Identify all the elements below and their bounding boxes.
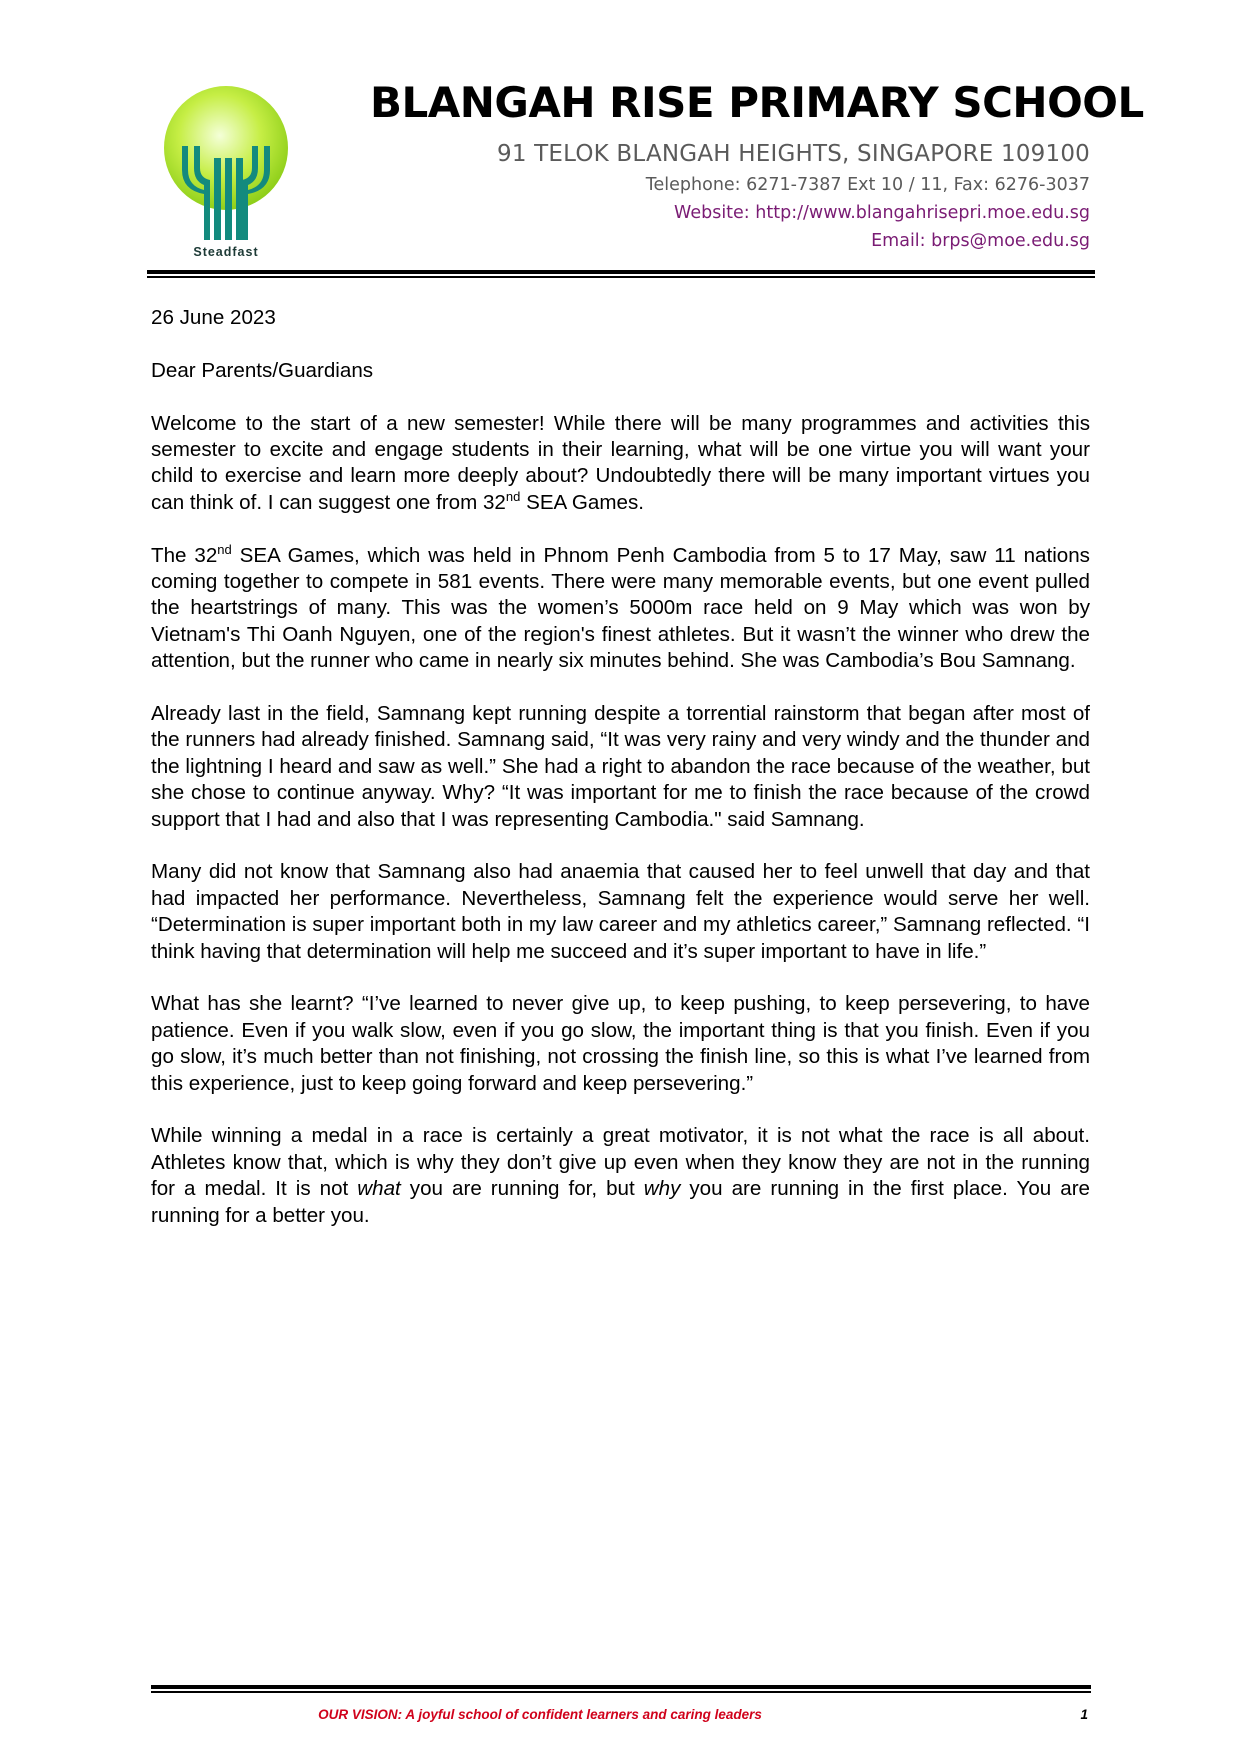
paragraph-conclusion-end: you are running in the first place. You are running for a better you. bbox=[151, 1177, 1091, 1227]
paragraph-sea-games-start: The 32 bbox=[151, 543, 218, 567]
paragraph-conclusion-mid: you are running for, but bbox=[400, 1177, 644, 1201]
paragraph-conclusion-text: While winning a medal in a race is certainly a great motivator, it is not what the race is all about. Athletes know that, which is why they don’t give up even when they know they are not in the running for a medal. It is not bbox=[151, 1124, 1090, 1201]
paragraph-sea-games-text: SEA Games, which was held in Phnom Penh Cambodia from 5 to 17 May, saw 11 nations coming together to compete in 581 events. There were many memorable events, but one event pulled the heartstrings of many. This was the women’s 5000m race held on 9 May which was won by Vietnam's Thi Oanh Nguyen, one of the region's finest athletes. But it wasn’t the winner who drew the attention, but the runner who came in nearly six minutes behind. She was Cambodia’s Bou Samnang. bbox=[151, 543, 1090, 673]
school-email[interactable]: Email: brps@moe.edu.sg bbox=[871, 231, 1090, 251]
school-name: BLANGAH RISE PRIMARY SCHOOL bbox=[370, 78, 1144, 127]
school-logo bbox=[160, 84, 300, 264]
paragraph-lessons: What has she learnt? “I’ve learned to never give up, to keep pushing, to keep persevering, to have patience. Even if you walk slow, even if you go slow, the important thing is that you finish. Even if you go slow, it’s much better than not finishing, not crossing the finish line, so this is what I’ve learned from this experience, just to keep going forward and keep persevering.” bbox=[151, 992, 1090, 1095]
school-website[interactable]: Website: http://www.blangahrisepri.moe.edu.sg bbox=[674, 203, 1090, 223]
footer-divider-thin bbox=[151, 1691, 1091, 1693]
emphasis-why: why bbox=[643, 1177, 681, 1201]
header-divider-thick bbox=[147, 270, 1095, 274]
school-telephone: Telephone: 6271-7387 Ext 10 / 11, Fax: 6276-3037 bbox=[645, 175, 1090, 195]
emphasis-what: what bbox=[357, 1177, 401, 1201]
logo-motto: Steadfast bbox=[193, 245, 259, 259]
paragraph-intro bbox=[151, 411, 1090, 517]
paragraph-intro-end: SEA Games. bbox=[520, 490, 644, 514]
paragraph-sea-games bbox=[151, 543, 1090, 675]
footer-divider-thick bbox=[151, 1685, 1091, 1689]
school-logo-emblem bbox=[160, 84, 300, 264]
school-address: 91 TELOK BLANGAH HEIGHTS, SINGAPORE 109100 bbox=[496, 141, 1090, 167]
ordinal-suffix: nd bbox=[505, 488, 521, 504]
school-vision: OUR VISION: A joyful school of confident learners and caring leaders bbox=[318, 1707, 762, 1722]
letter-greeting: Dear Parents/Guardians bbox=[151, 358, 374, 382]
letter-date: 26 June 2023 bbox=[151, 306, 276, 329]
page-number: 1 bbox=[1080, 1707, 1088, 1722]
paragraph-conclusion bbox=[151, 1123, 1090, 1229]
header-divider-thin bbox=[147, 276, 1095, 278]
paragraph-anaemia: Many did not know that Samnang also had anaemia that caused her to feel unwell that day and that had impacted her performance. Nevertheless, Samnang felt the experience would serve her well. “Determination is super important both in my law career and my athletics career,” Samnang reflected. “I think having that determination will help me succeed and it’s super important to have in life.” bbox=[151, 860, 1090, 963]
letter-body bbox=[151, 305, 1090, 1256]
ordinal-suffix: nd bbox=[217, 541, 232, 557]
paragraph-rainstorm: Already last in the field, Samnang kept running despite a torrential rainstorm that began after most of the runners had already finished. Samnang said, “It was very rainy and very windy and the thunder and the lightning I heard and saw as well.” She had a right to abandon the race because of the weather, but she chose to continue anyway. Why? “It was important for me to finish the race because of the crowd support that I had and also that I was representing Cambodia." said Samnang. bbox=[151, 702, 1090, 831]
paragraph-intro-text: Welcome to the start of a new semester! While there will be many programmes and activities this semester to excite and engage students in their learning, what will be one virtue you will want your child to exercise and learn more deeply about? Undoubtedly there will be many important virtues you can think of. I can suggest one from 32 bbox=[151, 411, 1090, 514]
